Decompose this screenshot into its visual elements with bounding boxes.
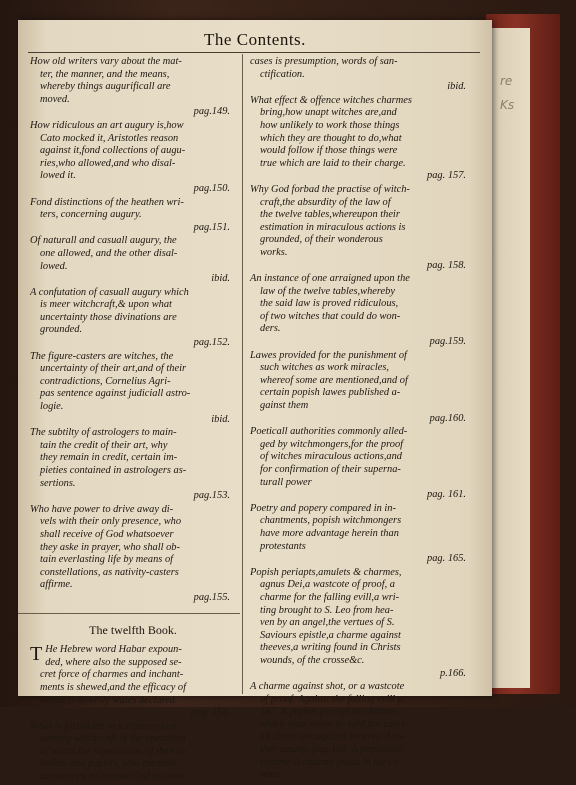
contents-entry xyxy=(30,351,236,427)
page-title: The Contents. xyxy=(204,30,306,49)
title-rule xyxy=(28,52,480,53)
page-reference: pag.150. xyxy=(193,182,230,194)
entry-line: against it,fond collections of augu- xyxy=(40,145,186,157)
contents-entry xyxy=(250,350,472,426)
drop-cap: T xyxy=(30,643,43,666)
entry-line: ther amulet, pag.168. A popisticall xyxy=(260,744,405,756)
entry-line: ries,who allowed,and who disal- xyxy=(40,157,176,169)
flyleaf-mark: Ks xyxy=(500,98,515,112)
entry-line: The subtilty of astrologers to main- xyxy=(30,427,177,439)
entry-line: whereby things augurificall are xyxy=(40,81,171,93)
contents-entry xyxy=(30,644,236,720)
entry-line: ters, concerning augury. xyxy=(40,209,142,221)
entry-line: lowed. xyxy=(40,260,68,272)
contents-entry xyxy=(250,426,472,502)
entry-line: Poetry and popery compared in in- xyxy=(250,502,396,514)
page-reference: ibid. xyxy=(211,413,230,425)
entry-line: for confirmation of their superna- xyxy=(260,464,401,475)
entry-line: tain the credit of their art, why xyxy=(40,439,168,451)
contents-entry xyxy=(250,681,472,782)
entry-line: ting brought to S. Leo from hea- xyxy=(260,604,394,616)
entry-line: charme for the falling evill,a wri- xyxy=(260,591,400,603)
entry-line: Cato mocked it, Aristotles reason xyxy=(40,132,179,144)
entry-line: bring,how unapt witches are,and xyxy=(260,107,397,119)
flyleaf-mark: re xyxy=(500,74,513,88)
entry-line: cerning witchcraft,of the operation xyxy=(40,733,186,745)
page-reference: pag. 156. xyxy=(191,707,230,719)
entry-line: charme.A charme found in the ca- xyxy=(260,756,402,768)
entry-line: cases is presumption, words of san- xyxy=(250,56,398,67)
flyleaf-page xyxy=(490,28,530,688)
contents-entry xyxy=(30,287,236,350)
entry-line: lowed it. xyxy=(40,170,76,182)
entry-line: ter, the manner, and the means, xyxy=(40,68,170,80)
entry-line: whereof some are mentioned,and of xyxy=(260,374,408,386)
section-rule xyxy=(18,613,240,614)
section-heading: The twelfth Book. xyxy=(89,622,177,637)
contents-entry xyxy=(250,503,472,566)
entry-line: How ridiculous an art augury is,how xyxy=(30,119,184,131)
entry-line: Lawes provided for the punishment of xyxy=(250,349,407,361)
entry-line: The figure-casters are witches, the xyxy=(30,350,174,362)
page-reference: pag.153. xyxy=(193,490,230,502)
contents-entry xyxy=(30,504,236,605)
page-reference: pag.151. xyxy=(193,221,230,233)
entry-line: affirme. xyxy=(40,579,73,591)
entry-line: ven by an angel,the vertues of S. xyxy=(260,617,395,629)
right-column xyxy=(250,56,472,783)
entry-line: Popish periapts,amulets & charmes, xyxy=(250,566,402,578)
entry-line: how unlikely to work those things xyxy=(260,119,400,131)
entry-line: ctification. xyxy=(260,68,305,80)
entry-line: contradictions, Cornelius Agri- xyxy=(40,375,171,387)
entry-line: is meer witchcraft,& upon what xyxy=(40,299,172,311)
entry-line: the said law is proved ridiculous, xyxy=(260,298,399,310)
entry-line: A confutation of casuall augury which xyxy=(30,286,189,298)
entry-line: have more advantage herein than xyxy=(260,527,399,539)
entry-line: Poeticall authorities commonly alled- xyxy=(250,426,408,438)
left-entries-after xyxy=(30,644,236,784)
contents-entry xyxy=(250,56,472,94)
page-reference: ibid. xyxy=(447,81,466,93)
page-reference: pag. 157. xyxy=(427,170,466,182)
entry-line: of words,the superstition of the Ca- xyxy=(40,745,187,757)
column-divider xyxy=(242,54,243,694)
contents-entry xyxy=(30,721,236,784)
entry-line: How old writers vary about the mat- xyxy=(30,56,182,67)
entry-line: of two witches that could do won- xyxy=(260,310,401,322)
entry-line: which must never be said,but carri- xyxy=(260,718,408,730)
entry-line: estimation in miraculous actions is xyxy=(260,221,406,233)
entry-line: 167. A popish periapt or charme, xyxy=(260,706,398,718)
entry-line: law of the twelve tables,whereby xyxy=(260,285,395,297)
entry-line: What is forbidden in scriptures con- xyxy=(30,720,180,732)
entry-line: which they are thought to do,what xyxy=(260,132,402,144)
entry-line: What effect & offence witches charmes xyxy=(250,94,412,106)
entry-line: agnus Dei,a wastcote of proof, a xyxy=(260,579,395,591)
entry-line: shall receive of God whatsoever xyxy=(40,528,174,540)
entry-line: such witches as work miracles, xyxy=(260,362,390,374)
entry-line: sertions. xyxy=(40,477,76,489)
entry-line: nons. xyxy=(260,769,283,781)
contents-entry xyxy=(30,56,236,119)
entry-line: theeves,a writing found in Christs xyxy=(260,642,401,654)
right-entries xyxy=(250,56,472,782)
page-reference: pag.152. xyxy=(193,337,230,349)
entry-line: moved. xyxy=(40,93,70,105)
page-reference: p.166. xyxy=(440,667,466,679)
entry-line: constellations, as nativity-casters xyxy=(40,566,179,578)
entry-line: wounds, of the crosse&c. xyxy=(260,654,365,666)
contents-entry xyxy=(30,427,236,503)
entry-line: they aske in prayer, who shall ob- xyxy=(40,541,180,553)
entry-line: grounded, of their wonderous xyxy=(260,234,383,246)
entry-line: ged by witchmongers,for the proof xyxy=(260,438,404,450)
entry-line: gainst them xyxy=(260,400,309,412)
page-reference: pag. 165. xyxy=(427,553,466,565)
left-column xyxy=(30,56,236,785)
entry-line: certain popish lawes published a- xyxy=(260,387,401,399)
entry-line: one allowed, and the other disal- xyxy=(40,247,178,259)
contents-entry xyxy=(30,120,236,196)
entry-line: craft,the absurdity of the law of xyxy=(260,196,391,208)
contents-entry xyxy=(250,273,472,349)
entry-line: logie. xyxy=(40,401,64,413)
entry-line: tain everlasting life by means of xyxy=(40,554,174,566)
page-reference: pag.160. xyxy=(429,412,466,424)
entry-line: pas sentence against judiciall astro- xyxy=(40,388,191,400)
entry-line: vels with their only presence, who xyxy=(40,516,182,528)
contents-entry xyxy=(30,197,236,235)
entry-line: turall power xyxy=(260,476,312,488)
entry-line: grounded. xyxy=(40,324,83,336)
entry-line: works. xyxy=(260,246,288,258)
entry-line: they remain in credit, certain im- xyxy=(40,452,178,464)
entry-line: An instance of one arraigned upon the xyxy=(250,273,410,285)
entry-line: He Hebrew word Habar expoun- xyxy=(45,644,182,656)
contents-entry xyxy=(250,95,472,183)
contents-entry xyxy=(250,184,472,272)
page-reference: ibid. xyxy=(211,273,230,285)
entry-line: Of naturall and casuall augury, the xyxy=(30,235,177,247)
page-reference: pag. 158. xyxy=(427,259,466,271)
entry-line: of witches miraculous actions,and xyxy=(260,451,402,463)
entry-line: would follow if those things were xyxy=(260,145,398,157)
entry-line: Saviours epistle,a charme against xyxy=(260,629,401,641)
page-reference: pag.149. xyxy=(193,106,230,118)
left-entries xyxy=(30,56,236,605)
entry-line: ed about one,against theeves. Ano- xyxy=(260,731,406,743)
page-reference: pag.155. xyxy=(193,591,230,603)
entry-line: ments is shewed,and the efficacy of xyxy=(40,681,187,693)
entry-line: words is diversly waies declared. xyxy=(40,694,178,706)
entry-line: A charme against shot, or a wastcote xyxy=(250,681,405,693)
entry-line: Why God forbad the practise of witch- xyxy=(250,183,410,195)
entry-line: balists and papists, who createth xyxy=(40,758,177,770)
page-reference: pag.159. xyxy=(429,336,466,348)
contents-entry xyxy=(250,567,472,680)
entry-line: uncertainty of their art,and of their xyxy=(40,363,187,375)
entry-line: Who have power to drive away di- xyxy=(30,503,174,515)
page-reference: pag. 161. xyxy=(427,489,466,501)
entry-line: Fond distinctions of the heathen wri- xyxy=(30,196,184,208)
contents-entry xyxy=(30,235,236,285)
entry-line: protestants xyxy=(260,540,306,552)
entry-line: chantments, popish witchmongers xyxy=(260,515,402,527)
entry-line: uncertainty those divinations are xyxy=(40,311,177,323)
entry-line: cret force of charmes and inchant- xyxy=(40,669,184,681)
entry-line: substances, to imitate God in some xyxy=(40,771,185,783)
entry-line: true which are laid to their charge. xyxy=(260,157,406,169)
entry-line: ded, where also the supposed se- xyxy=(45,656,182,668)
entry-line: ders. xyxy=(260,323,281,335)
entry-line: pieties contained in astrologers as- xyxy=(40,465,187,476)
book-page xyxy=(18,20,492,783)
entry-line: of proof. Against the falling evill p. xyxy=(260,693,406,705)
entry-line: the twelve tables,whereupon their xyxy=(260,209,400,221)
